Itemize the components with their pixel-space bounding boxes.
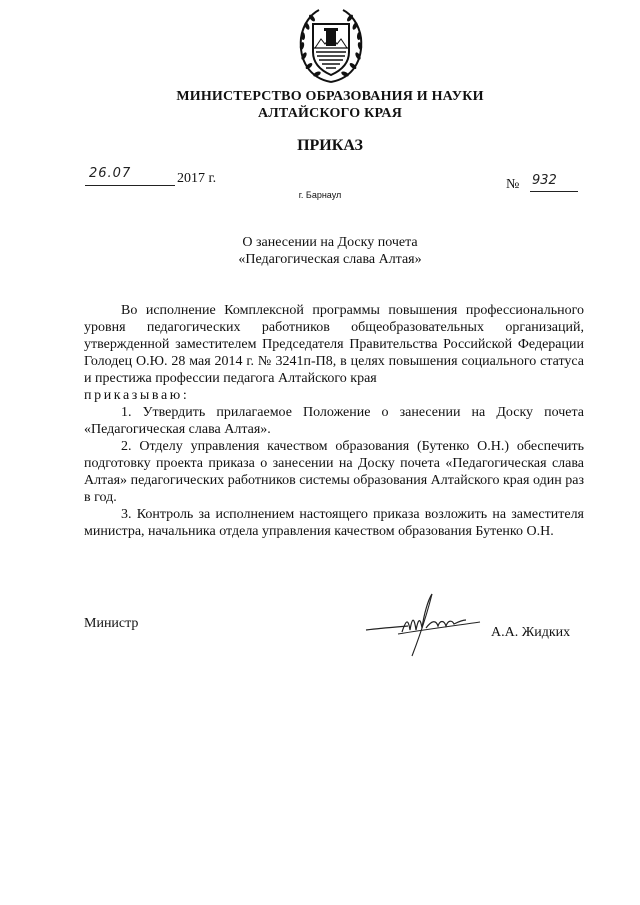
preamble-paragraph: Во исполнение Комплексной программы повышения профессионального уровня педагогических работников общеобразовательных организаций, утвержденной заместителем Председателя Правительства Российской Федерации Голодец О.Ю. 28 мая 2014 г. № 3241п-П8, в целях повышения социального статуса и престижа профессии педагога Алтайского края (84, 303, 584, 386)
order-date (85, 168, 225, 188)
item-3-paragraph: 3. Контроль за исполнением настоящего приказа возложить на заместителя министра, начальника отдела управления качеством образования Бутенко О.Н. (84, 507, 584, 539)
city-label: г. Барнаул (298, 190, 342, 200)
date-year: 2017 г. (177, 171, 217, 186)
number-sign: № (506, 177, 520, 192)
handwritten-number: 932 (532, 173, 557, 188)
number-underline (530, 191, 578, 192)
ministry-name-line2: АЛТАЙСКОГО КРАЯ (257, 106, 403, 121)
ministry-name-line1: МИНИСТЕРСТВО ОБРАЗОВАНИЯ И НАУКИ (176, 89, 484, 104)
signer-name: А.А. Жидких (491, 625, 571, 640)
signer-title: Министр (84, 616, 139, 631)
date-underline (85, 185, 175, 186)
document-type-title: ПРИКАЗ (297, 137, 363, 154)
subject-line1: О занесении на Доску почета (242, 235, 418, 250)
handwritten-date: 26.07 (89, 166, 132, 181)
order-number (506, 174, 586, 194)
decree-word: приказываю: (84, 388, 190, 403)
coat-of-arms-emblem (295, 6, 367, 86)
item-2-paragraph: 2. Отделу управления качеством образования (Бутенко О.Н.) обеспечить подготовку проекта приказа о занесении на Доску почета «Педагогическая слава Алтая» педагогических работников системы образования Алтайского края один раз в год. (84, 439, 584, 505)
order-subject (160, 234, 500, 268)
order-body (84, 302, 584, 540)
subject-line2: «Педагогическая слава Алтая» (238, 252, 422, 267)
handwritten-signature (362, 590, 492, 660)
item-1-paragraph: 1. Утвердить прилагаемое Положение о занесении на Доску почета «Педагогическая слава Алтая». (84, 405, 584, 437)
